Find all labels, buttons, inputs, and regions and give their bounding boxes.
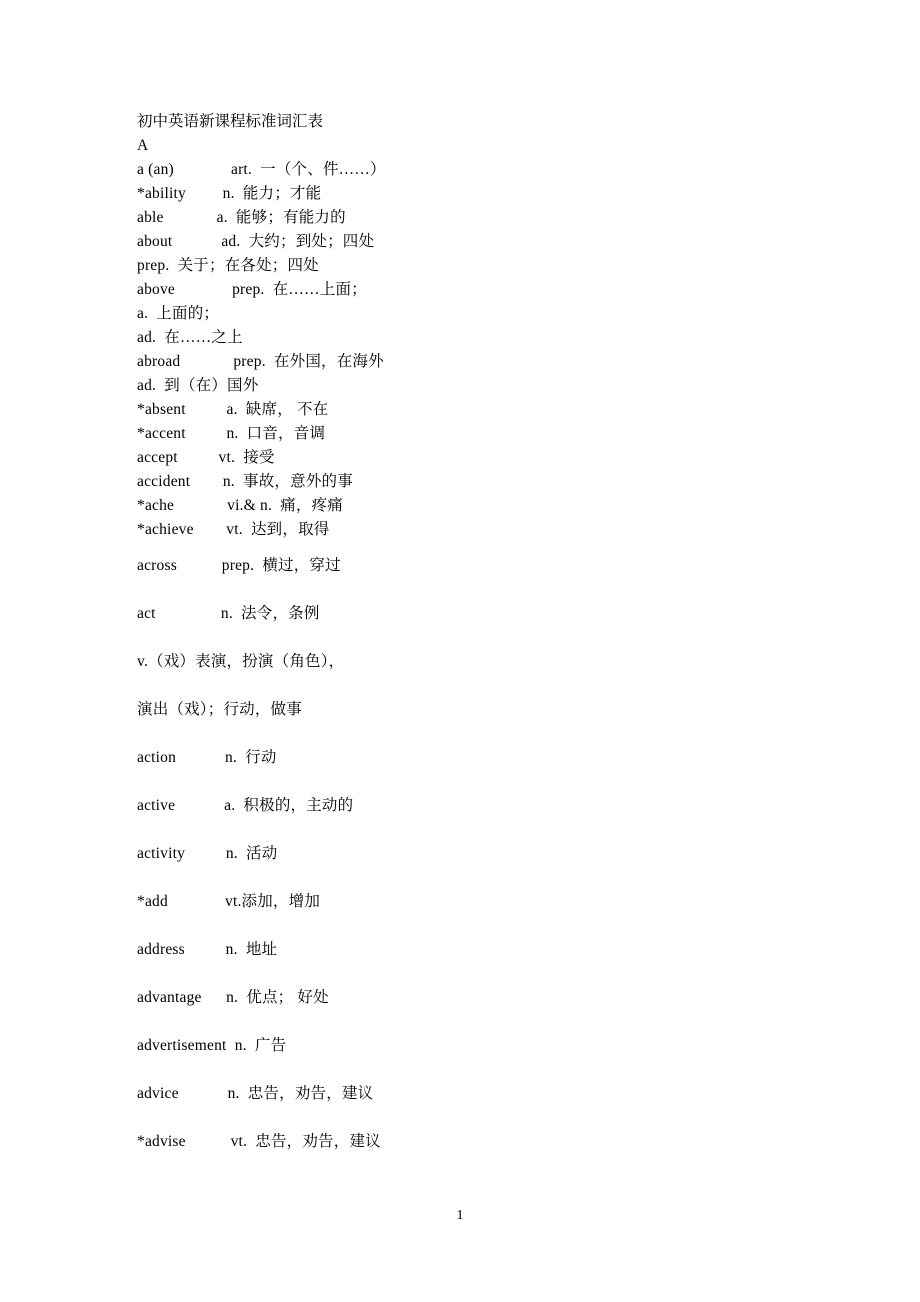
vocabulary-entry <box>137 494 817 518</box>
vocabulary-entry <box>137 782 817 830</box>
entry-meaning: n. 活动 <box>225 845 278 862</box>
entry-gap <box>175 281 232 298</box>
entry-gap <box>172 233 221 250</box>
vocabulary-entry <box>137 470 817 494</box>
entry-gap <box>177 557 222 574</box>
entry-gap <box>185 845 226 862</box>
entry-meaning: vt. 达到，取得 <box>226 521 330 538</box>
entry-word: action <box>137 749 177 766</box>
entry-word: advertisement <box>137 1037 227 1054</box>
entry-meaning: n. 优点； 好处 <box>226 989 329 1006</box>
vocabulary-entry <box>137 1070 817 1118</box>
entry-meaning: a. 能够；有能力的 <box>216 209 346 226</box>
entry-word: *add <box>137 893 168 910</box>
entry-meaning: prep. 在外国，在海外 <box>233 353 384 370</box>
section-letter-heading: A <box>137 137 149 154</box>
entry-word: above <box>137 281 176 298</box>
vocabulary-entry <box>137 1022 817 1070</box>
entry-meaning: n. 广告 <box>234 1037 287 1054</box>
entry-word: *ability <box>137 185 186 202</box>
vocabulary-entry <box>137 158 817 182</box>
vocabulary-entry <box>137 230 817 254</box>
entry-word: abroad <box>137 353 181 370</box>
entry-meaning: prep. 横过，穿过 <box>221 557 341 574</box>
entry-meaning: vt. 忠告，劝告，建议 <box>230 1133 381 1150</box>
vocabulary-entry <box>137 278 817 302</box>
vocabulary-entry <box>137 542 817 590</box>
vocabulary-list-spaced <box>137 542 817 1166</box>
document-body <box>137 110 817 1166</box>
entry-meaning: prep. 关于；在各处；四处 <box>137 257 319 274</box>
document-title: 初中英语新课程标准词汇表 <box>137 113 324 130</box>
entry-meaning: prep. 在……上面； <box>232 281 367 298</box>
entry-gap <box>186 1133 231 1150</box>
entry-meaning: 演出（戏）；行动，做事 <box>137 701 302 718</box>
entry-gap <box>168 893 225 910</box>
entry-meaning: n. 忠告，劝告，建议 <box>227 1085 374 1102</box>
entry-meaning: n. 事故，意外的事 <box>222 473 353 490</box>
entry-meaning: ad. 到（在）国外 <box>137 377 259 394</box>
entry-gap <box>179 1085 228 1102</box>
vocabulary-entry-continuation <box>137 302 817 326</box>
entry-gap <box>178 449 219 466</box>
entry-meaning: n. 地址 <box>225 941 278 958</box>
entry-meaning: vt. 接受 <box>218 449 275 466</box>
entry-gap <box>185 941 226 958</box>
entry-gap <box>186 425 227 442</box>
vocabulary-entry-continuation <box>137 374 817 398</box>
entry-meaning: ad. 大约；到处；四处 <box>221 233 375 250</box>
vocabulary-entry-continuation <box>137 326 817 350</box>
entry-word: able <box>137 209 164 226</box>
entry-meaning: n. 法令，条例 <box>220 605 320 622</box>
entry-word: *ache <box>137 497 175 514</box>
entry-word: accept <box>137 449 178 466</box>
entry-word: a (an) <box>137 161 174 178</box>
vocabulary-entry <box>137 206 817 230</box>
entry-meaning: n. 口音，音调 <box>226 425 326 442</box>
entry-meaning: a. 缺席， 不在 <box>226 401 329 418</box>
entry-gap <box>176 749 225 766</box>
vocabulary-entry <box>137 926 817 974</box>
entry-word: *advise <box>137 1133 186 1150</box>
entry-word: *accent <box>137 425 186 442</box>
entry-gap <box>186 401 227 418</box>
entry-meaning: v.（戏）表演，扮演（角色）， <box>137 653 345 670</box>
entry-word: advantage <box>137 989 202 1006</box>
entry-word: accident <box>137 473 191 490</box>
entry-meaning: a. 积极的，主动的 <box>224 797 354 814</box>
vocabulary-entry <box>137 590 817 638</box>
vocabulary-entry <box>137 350 817 374</box>
entry-word: *achieve <box>137 521 194 538</box>
entry-word: advice <box>137 1085 179 1102</box>
entry-word: activity <box>137 845 186 862</box>
entry-word: address <box>137 941 185 958</box>
vocabulary-entry <box>137 1118 817 1166</box>
vocabulary-entry-continuation <box>137 686 817 734</box>
vocabulary-entry <box>137 518 817 542</box>
entry-gap <box>227 1037 235 1054</box>
entry-gap <box>174 497 227 514</box>
entry-gap <box>190 473 223 490</box>
vocabulary-list-compact <box>137 158 817 542</box>
entry-gap <box>194 521 227 538</box>
entry-word: act <box>137 605 156 622</box>
entry-meaning: a. 上面的； <box>137 305 220 322</box>
entry-meaning: n. 行动 <box>224 749 277 766</box>
entry-word: about <box>137 233 173 250</box>
vocabulary-entry <box>137 398 817 422</box>
entry-meaning: vi.& n. 痛，疼痛 <box>227 497 343 514</box>
entry-gap <box>180 353 233 370</box>
entry-meaning: n. 能力；才能 <box>222 185 322 202</box>
vocabulary-entry <box>137 182 817 206</box>
vocabulary-entry <box>137 878 817 926</box>
entry-meaning: vt.添加，增加 <box>225 893 321 910</box>
entry-meaning: ad. 在……之上 <box>137 329 243 346</box>
entry-word: across <box>137 557 177 574</box>
vocabulary-entry <box>137 446 817 470</box>
vocabulary-entry-continuation <box>137 254 817 278</box>
entry-gap <box>156 605 221 622</box>
vocabulary-entry <box>137 734 817 782</box>
vocabulary-entry-continuation <box>137 638 817 686</box>
vocabulary-entry <box>137 830 817 878</box>
entry-meaning: art. 一（个、件……） <box>230 161 386 178</box>
entry-gap <box>186 185 223 202</box>
vocabulary-entry <box>137 422 817 446</box>
entry-gap <box>164 209 217 226</box>
entry-gap <box>174 161 231 178</box>
vocabulary-entry <box>137 974 817 1022</box>
entry-word: active <box>137 797 176 814</box>
page-number: 1 <box>456 1208 464 1223</box>
entry-gap <box>175 797 224 814</box>
entry-word: *absent <box>137 401 186 418</box>
entry-gap <box>202 989 226 1006</box>
